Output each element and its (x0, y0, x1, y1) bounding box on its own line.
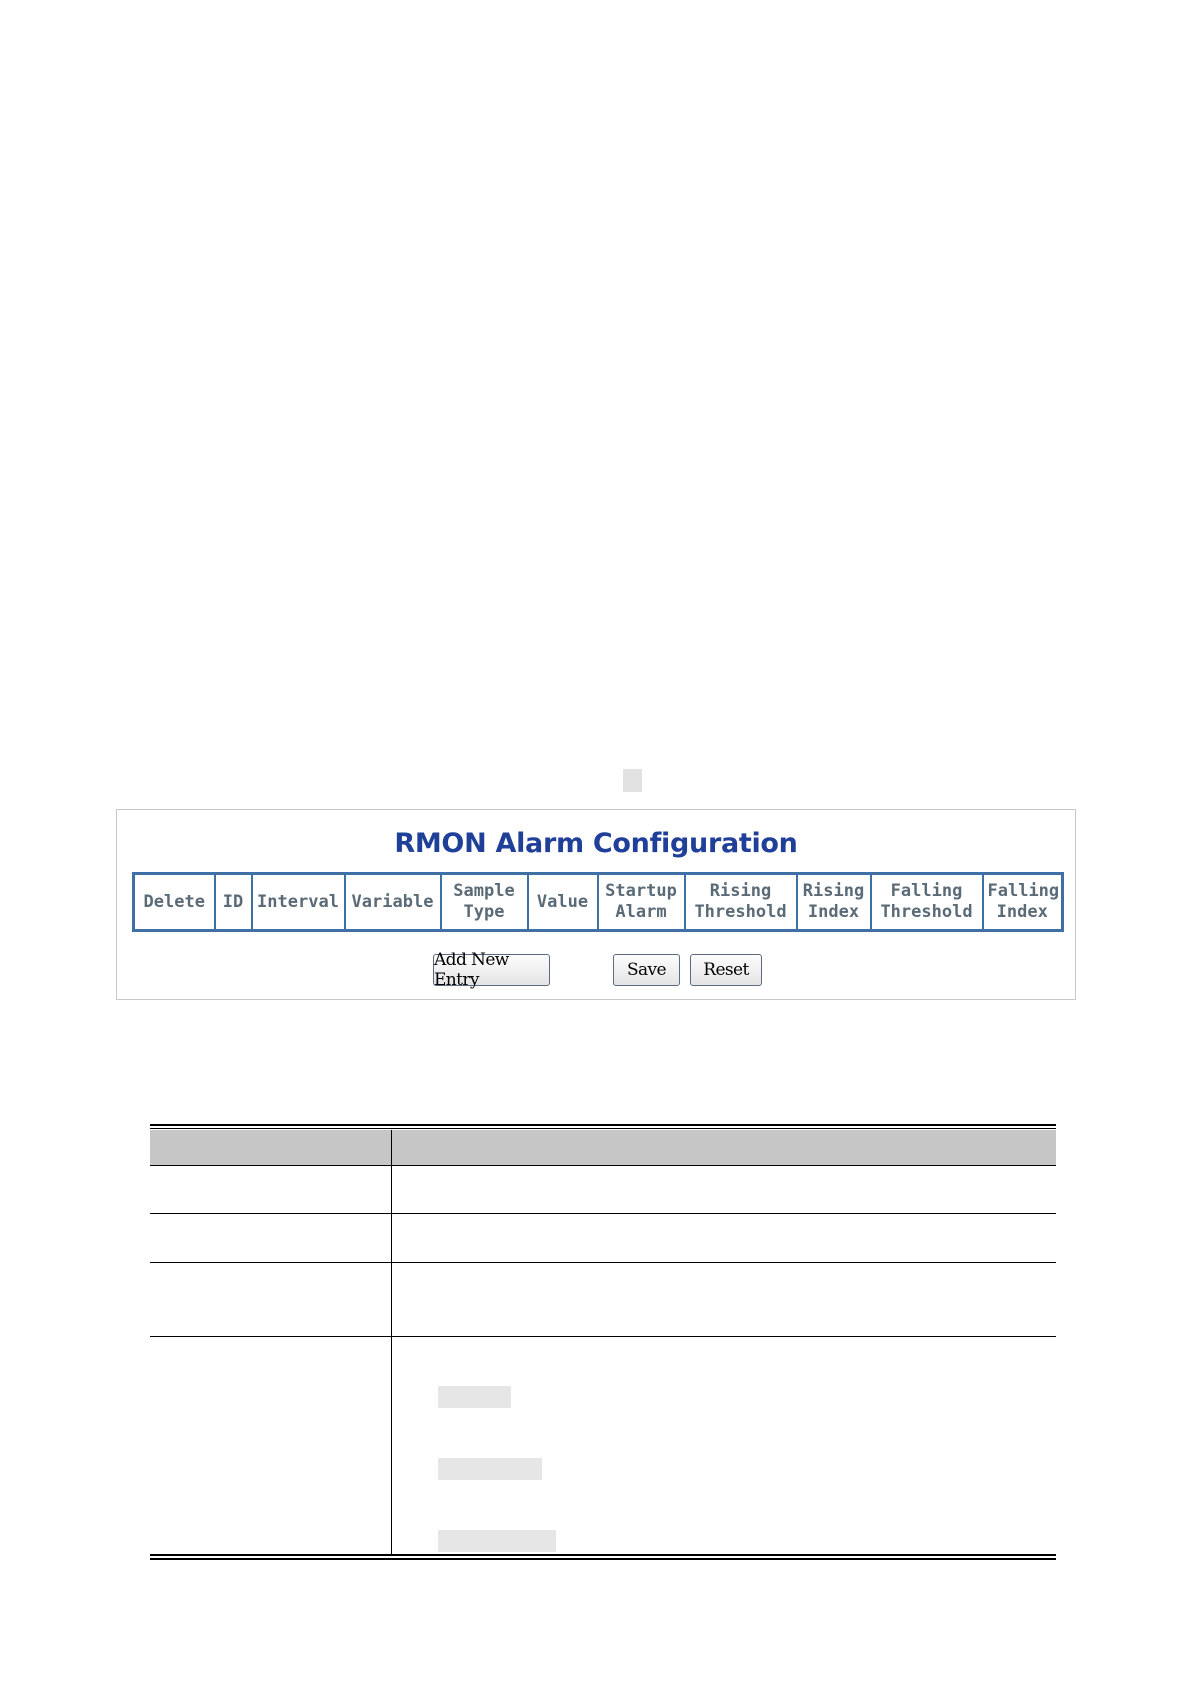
table-header-row (150, 1130, 1056, 1165)
reset-button[interactable]: Reset (690, 954, 762, 986)
row-divider (150, 1336, 1056, 1337)
column-header-value: Value (528, 874, 598, 931)
column-header-interval: Interval (252, 874, 345, 931)
row-divider (150, 1213, 1056, 1214)
parameter-description-table (150, 1124, 1056, 1560)
row-divider (150, 1262, 1056, 1263)
column-header-sample-type: Sample Type (441, 874, 528, 931)
row-divider (150, 1165, 1056, 1166)
save-button[interactable]: Save (613, 954, 680, 986)
highlight-marker (623, 769, 642, 792)
column-header-rising-threshold: Rising Threshold (685, 874, 797, 931)
column-header-falling-threshold: Falling Threshold (871, 874, 983, 931)
alarm-table-header-row (134, 874, 1063, 931)
alarm-table (132, 872, 1064, 932)
option-highlight (438, 1386, 511, 1408)
column-header-rising-index: Rising Index (797, 874, 871, 931)
column-header-id: ID (215, 874, 252, 931)
column-header-startup-alarm: Startup Alarm (598, 874, 685, 931)
column-header-delete: Delete (134, 874, 215, 931)
panel-title: RMON Alarm Configuration (394, 828, 798, 859)
rmon-alarm-config-panel (116, 809, 1076, 1000)
option-highlight (438, 1530, 556, 1552)
add-new-entry-button[interactable]: Add New Entry (433, 954, 550, 986)
column-divider (391, 1130, 392, 1556)
option-highlight (438, 1458, 542, 1480)
table-bottom-rule-outer (150, 1558, 1056, 1560)
table-bottom-rule (150, 1554, 1056, 1556)
column-header-falling-index: Falling Index (983, 874, 1063, 931)
table-top-rule (150, 1124, 1056, 1126)
table-top-rule-inner (150, 1128, 1056, 1129)
column-header-variable: Variable (345, 874, 441, 931)
